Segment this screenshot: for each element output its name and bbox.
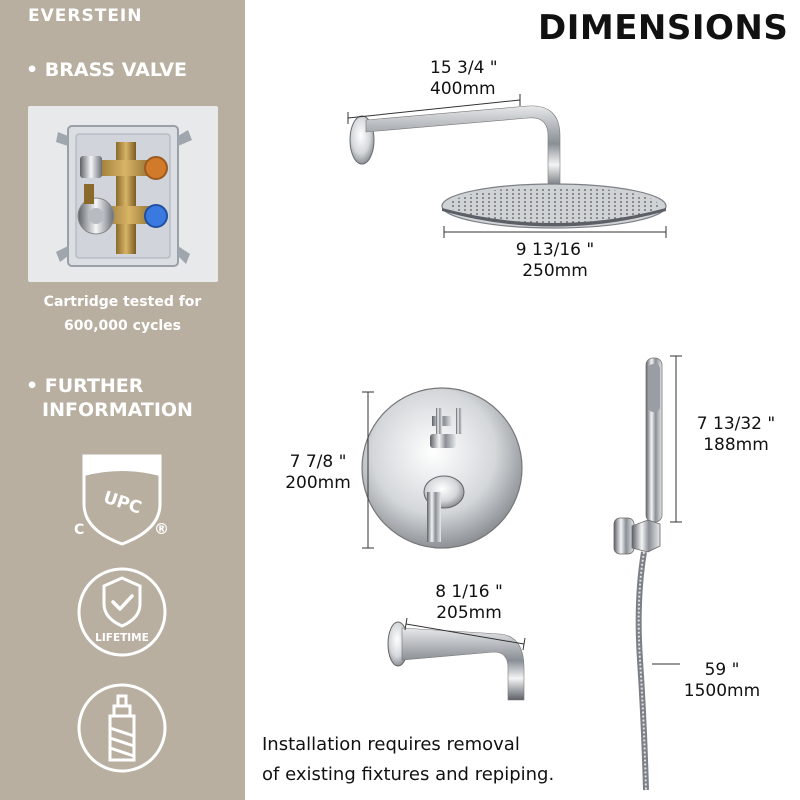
- arm-length-metric: 400mm: [430, 79, 496, 99]
- valve-plate-metric: 200mm: [285, 473, 351, 493]
- arm-length-label: [430, 58, 498, 100]
- brand-logo: EVERSTEIN: [28, 6, 143, 26]
- installation-note-line2: of existing fixtures and repiping.: [262, 764, 555, 785]
- valve-trim-plate: [362, 388, 522, 548]
- cartridge-caption-line2: 600,000 cycles: [64, 318, 181, 334]
- cartridge-caption-line1: Cartridge tested for: [43, 294, 202, 310]
- arm-length-imperial: 15 3/4 ": [430, 58, 498, 78]
- brass-valve-heading: • BRASS VALVE: [26, 59, 187, 81]
- further-info-heading-line1: • FURTHER: [26, 375, 144, 397]
- upc-c-mark: C: [74, 522, 85, 538]
- further-info-heading-line2: INFORMATION: [42, 399, 193, 421]
- installation-note-line1: Installation requires removal: [262, 734, 520, 755]
- hand-shower-label: [684, 414, 788, 456]
- head-diameter-imperial: 9 13/16 ": [515, 240, 595, 260]
- connector-icon: [76, 682, 168, 778]
- info-sidebar: [0, 0, 245, 800]
- valve-photo: [28, 106, 218, 282]
- spout-length-label: [424, 582, 514, 624]
- hose-length-label: [676, 660, 768, 702]
- shower-head: [442, 184, 666, 228]
- hose-length-imperial: 59 ": [704, 660, 740, 680]
- lifetime-warranty-icon: [76, 566, 168, 662]
- upc-certification-icon: [74, 448, 170, 552]
- head-diameter-metric: 250mm: [522, 261, 588, 281]
- spout-length-imperial: 8 1/16 ": [435, 582, 503, 602]
- tub-spout: [388, 622, 524, 700]
- upc-registered-mark: ®: [154, 520, 169, 538]
- hose-length-metric: 1500mm: [683, 681, 761, 701]
- head-diameter-label: [510, 240, 600, 282]
- hand-shower-imperial: 7 13/32 ": [696, 414, 776, 434]
- hand-shower-metric: 188mm: [703, 435, 769, 455]
- dimensions-title: DIMENSIONS: [538, 8, 789, 48]
- hand-shower: [614, 358, 662, 790]
- spout-length-metric: 205mm: [436, 603, 502, 623]
- upc-letters: UPC: [100, 487, 144, 519]
- valve-plate-imperial: 7 7/8 ": [289, 452, 347, 472]
- valve-plate-label: [278, 452, 358, 494]
- lifetime-label: LIFETIME: [95, 632, 149, 644]
- installation-note: [262, 730, 554, 790]
